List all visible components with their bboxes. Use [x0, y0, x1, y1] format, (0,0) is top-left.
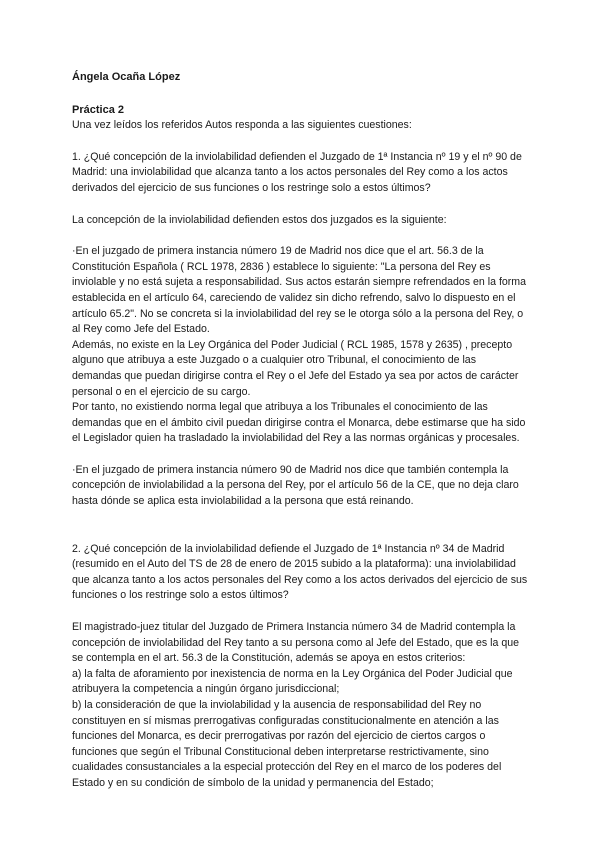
question-2: 2. ¿Qué concepción de la inviolabilidad defiende el Juzgado de 1ª Instancia nº 34 de Madrid (resumido en el Auto del TS de 28 de enero de 2015 subido a la plataforma): una inviolabilidad que alcanza tanto a los actos personales del Rey como a los actos derivados del ejercicio de sus funciones o los restringe solo a estos últimos? [72, 542, 528, 602]
answer-1-paragraph: Por tanto, no existiendo norma legal que atribuya a los Tribunales el conocimiento de las demandas que en el ámbito civil puedan dirigirse contra el Monarca, debe estimarse que ha sido el Legislador quien ha trasladado la inviolabilidad del Rey a las normas orgánicas y procesales. [72, 401, 526, 445]
author-name: Ángela Ocaña López [72, 71, 181, 83]
answer-2-criterion-a: a) la falta de aforamiento por inexistencia de norma en la Ley Orgánica del Poder Judicial que atribuyera la competencia a ningún órgano jurisdiccional; [72, 667, 513, 696]
answer-1-intro: La concepción de la inviolabilidad defienden estos dos juzgados es la siguiente: [72, 213, 447, 226]
intro-text: Una vez leídos los referidos Autos responda a las siguientes cuestiones: [72, 119, 412, 132]
answer-2-criterion-b: b) la consideración de que la inviolabilidad y la ausencia de responsabilidad del Rey no constituyen en sí mismas prerrogativas configuradas constitucionalmente en atención a las funciones del Monarca, es decir prerrogativas por razón del ejercicio de ciertos cargos o funciones que según el Tribunal Constitucional deben interpretarse restrictivamente, sino cualidades consustanciales a la especial protección del Rey en el marco de los poderes del Estado y en su condición de símbolo de la unidad y permanencia del Estado; [72, 699, 502, 789]
answer-1-paragraph: Además, no existe en la Ley Orgánica del Poder Judicial ( RCL 1985, 1578 y 2635) , precepto alguno que atribuya a este Juzgado o a cualquier otro Tribunal, el conocimiento de las demandas que puedan dirigirse contra el Rey o el Jefe del Estado ya sea por actos de carácter personal o en el ejercicio de su cargo. [72, 338, 519, 398]
question-1: 1. ¿Qué concepción de la inviolabilidad defienden el Juzgado de 1ª Instancia nº 19 y el nº 90 de Madrid: una inviolabilidad que alcanza tanto a los actos personales del Rey como a los actos derivados del ejercicio de sus funciones o los restringe solo a estos últimos? [72, 150, 522, 194]
practice-title: Práctica 2 [72, 103, 124, 116]
answer-1-paragraph: ·En el juzgado de primera instancia número 19 de Madrid nos dice que el art. 56.3 de la Constitución Española ( RCL 1978, 2836 ) establece lo siguiente: "La persona del Rey es inviolable y no está sujeta a responsabilidad. Sus actos estarán siempre refrendados en la forma establecida en el artículo 64, careciendo de validez sin dicho refrendo, salvo lo dispuesto en el artículo 65.2". No se concreta si la inviolabilidad del rey se le otorga sólo a la persona del Rey, o al Rey como Jefe del Estado. [72, 245, 527, 336]
answer-2-paragraph: El magistrado-juez titular del Juzgado de Primera Instancia número 34 de Madrid contempla la concepción de inviolabilidad del Rey tanto a su persona como al Jefe del Estado, que es la que se contempla en el art. 56.3 de la Constitución, además se apoya en estos criterios: [72, 621, 519, 665]
answer-1-paragraph: ·En el juzgado de primera instancia número 90 de Madrid nos dice que también contempla la concepción de inviolabilidad a la persona del Rey, por el artículo 56 de la CE, que no deja claro hasta dónde se aplica esta inviolabilidad a la persona que está reinando. [72, 463, 519, 508]
